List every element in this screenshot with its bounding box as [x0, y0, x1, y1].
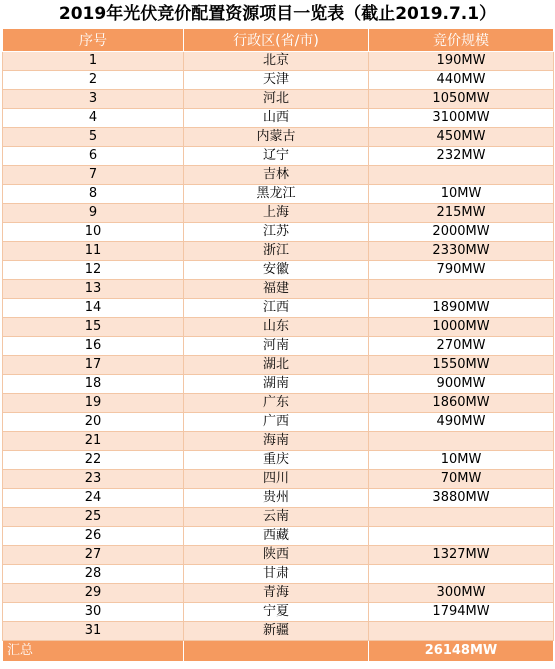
row-scale: 900MW — [369, 375, 554, 394]
table-row — [3, 584, 554, 603]
row-scale — [369, 622, 554, 641]
row-index: 7 — [3, 166, 184, 185]
header-row — [3, 29, 554, 52]
total-empty — [184, 641, 369, 662]
table-row — [3, 90, 554, 109]
row-index: 24 — [3, 489, 184, 508]
table-row — [3, 261, 554, 280]
row-region: 黑龙江 — [184, 185, 369, 204]
row-region: 上海 — [184, 204, 369, 223]
table-row — [3, 413, 554, 432]
table-row — [3, 527, 554, 546]
table-row — [3, 128, 554, 147]
table-row — [3, 223, 554, 242]
row-region: 安徽 — [184, 261, 369, 280]
row-index: 10 — [3, 223, 184, 242]
row-index: 26 — [3, 527, 184, 546]
row-index: 5 — [3, 128, 184, 147]
total-value: 26148MW — [369, 641, 554, 662]
row-scale: 10MW — [369, 185, 554, 204]
table-row — [3, 451, 554, 470]
row-region: 天津 — [184, 71, 369, 90]
table-row — [3, 489, 554, 508]
row-scale: 3100MW — [369, 109, 554, 128]
row-region: 西藏 — [184, 527, 369, 546]
row-scale — [369, 527, 554, 546]
row-region: 广西 — [184, 413, 369, 432]
row-region: 江西 — [184, 299, 369, 318]
row-index: 27 — [3, 546, 184, 565]
row-index: 11 — [3, 242, 184, 261]
header-index: 序号 — [3, 29, 184, 52]
row-region: 广东 — [184, 394, 369, 413]
table-row — [3, 166, 554, 185]
row-scale: 1860MW — [369, 394, 554, 413]
row-region: 青海 — [184, 584, 369, 603]
row-scale: 490MW — [369, 413, 554, 432]
row-index: 30 — [3, 603, 184, 622]
table-row — [3, 299, 554, 318]
row-scale: 2330MW — [369, 242, 554, 261]
row-scale: 790MW — [369, 261, 554, 280]
row-region: 山西 — [184, 109, 369, 128]
row-region: 内蒙古 — [184, 128, 369, 147]
header-region: 行政区(省/市) — [184, 29, 369, 52]
row-region: 云南 — [184, 508, 369, 527]
row-scale: 2000MW — [369, 223, 554, 242]
row-scale: 1794MW — [369, 603, 554, 622]
row-index: 29 — [3, 584, 184, 603]
row-scale: 270MW — [369, 337, 554, 356]
table-row — [3, 432, 554, 451]
table-row — [3, 147, 554, 166]
table-row — [3, 337, 554, 356]
row-scale: 450MW — [369, 128, 554, 147]
row-scale: 70MW — [369, 470, 554, 489]
table-row — [3, 356, 554, 375]
table-title: 2019年光伏竞价配置资源项目一览表（截止2019.7.1） — [58, 4, 497, 24]
row-index: 19 — [3, 394, 184, 413]
row-index: 15 — [3, 318, 184, 337]
row-scale: 1327MW — [369, 546, 554, 565]
row-region: 山东 — [184, 318, 369, 337]
row-scale: 1890MW — [369, 299, 554, 318]
row-index: 17 — [3, 356, 184, 375]
bidding-table — [2, 28, 554, 662]
row-scale — [369, 508, 554, 527]
table-row — [3, 394, 554, 413]
row-index: 20 — [3, 413, 184, 432]
row-region: 浙江 — [184, 242, 369, 261]
row-region: 福建 — [184, 280, 369, 299]
total-label: 汇总 — [3, 641, 184, 662]
table-row — [3, 508, 554, 527]
row-index: 31 — [3, 622, 184, 641]
row-index: 1 — [3, 52, 184, 71]
row-index: 3 — [3, 90, 184, 109]
row-index: 25 — [3, 508, 184, 527]
row-region: 湖北 — [184, 356, 369, 375]
row-index: 6 — [3, 147, 184, 166]
table-row — [3, 185, 554, 204]
row-scale — [369, 280, 554, 299]
row-region: 吉林 — [184, 166, 369, 185]
row-scale — [369, 565, 554, 584]
table-row — [3, 622, 554, 641]
row-index: 21 — [3, 432, 184, 451]
row-index: 28 — [3, 565, 184, 584]
row-index: 22 — [3, 451, 184, 470]
table-row — [3, 280, 554, 299]
row-scale: 215MW — [369, 204, 554, 223]
table-row — [3, 71, 554, 90]
row-region: 重庆 — [184, 451, 369, 470]
table-row — [3, 546, 554, 565]
table-row — [3, 52, 554, 71]
row-index: 2 — [3, 71, 184, 90]
row-scale: 300MW — [369, 584, 554, 603]
row-region: 宁夏 — [184, 603, 369, 622]
row-scale: 10MW — [369, 451, 554, 470]
row-index: 8 — [3, 185, 184, 204]
table-row — [3, 242, 554, 261]
table-row — [3, 565, 554, 584]
row-index: 16 — [3, 337, 184, 356]
row-scale: 1000MW — [369, 318, 554, 337]
table-row — [3, 470, 554, 489]
row-index: 13 — [3, 280, 184, 299]
row-region: 辽宁 — [184, 147, 369, 166]
table-row — [3, 603, 554, 622]
table-row — [3, 109, 554, 128]
row-scale: 1050MW — [369, 90, 554, 109]
row-region: 河北 — [184, 90, 369, 109]
row-scale: 232MW — [369, 147, 554, 166]
row-scale — [369, 432, 554, 451]
row-index: 12 — [3, 261, 184, 280]
row-region: 江苏 — [184, 223, 369, 242]
row-index: 9 — [3, 204, 184, 223]
row-scale: 3880MW — [369, 489, 554, 508]
row-region: 湖南 — [184, 375, 369, 394]
row-index: 4 — [3, 109, 184, 128]
row-index: 23 — [3, 470, 184, 489]
row-region: 陕西 — [184, 546, 369, 565]
row-index: 18 — [3, 375, 184, 394]
row-scale: 440MW — [369, 71, 554, 90]
row-scale: 190MW — [369, 52, 554, 71]
header-scale: 竞价规模 — [369, 29, 554, 52]
table-row — [3, 318, 554, 337]
row-region: 四川 — [184, 470, 369, 489]
total-row — [3, 641, 554, 662]
row-region: 新疆 — [184, 622, 369, 641]
row-region: 北京 — [184, 52, 369, 71]
row-scale: 1550MW — [369, 356, 554, 375]
row-region: 贵州 — [184, 489, 369, 508]
row-region: 海南 — [184, 432, 369, 451]
table-row — [3, 204, 554, 223]
row-region: 河南 — [184, 337, 369, 356]
table-row — [3, 375, 554, 394]
row-scale — [369, 166, 554, 185]
row-index: 14 — [3, 299, 184, 318]
row-region: 甘肃 — [184, 565, 369, 584]
